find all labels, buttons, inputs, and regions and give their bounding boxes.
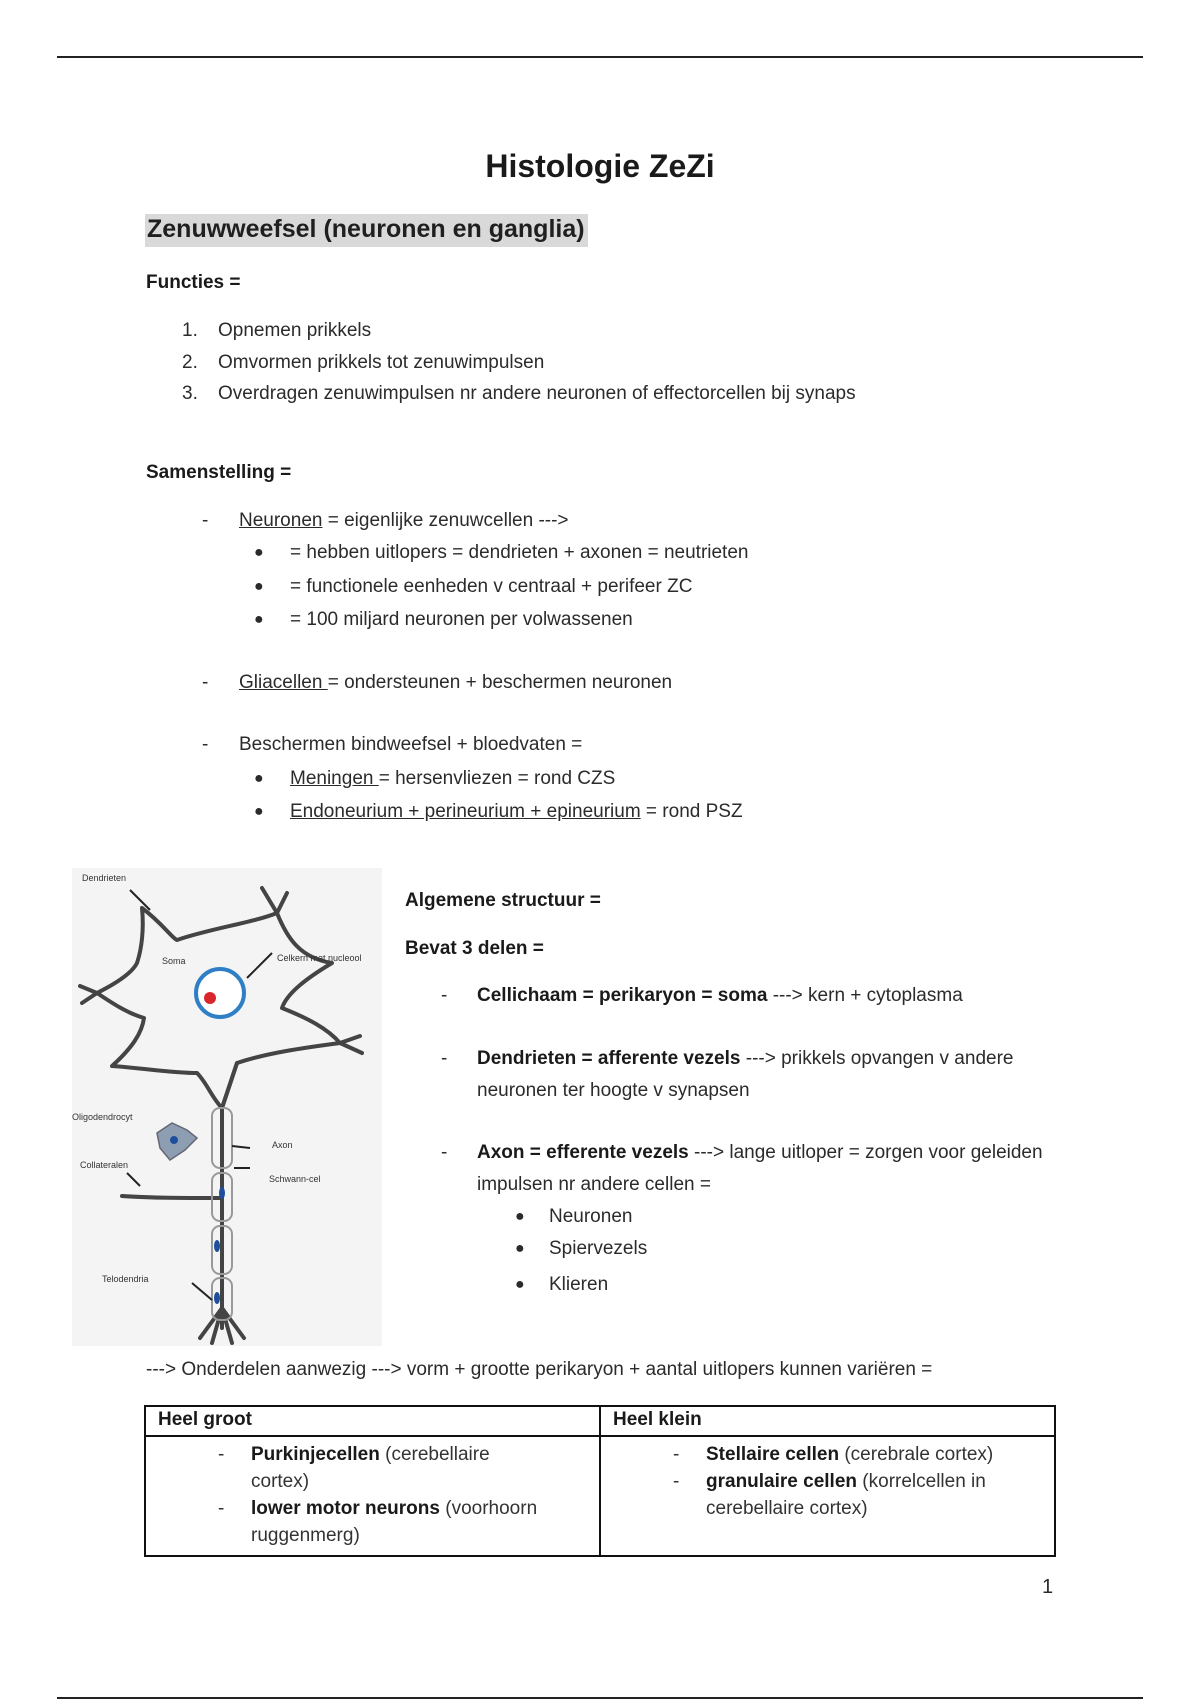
bullet-marker: ● xyxy=(515,1240,525,1257)
part-dendrieten-line2: neuronen ter hoogte v synapsen xyxy=(477,1080,750,1101)
list-text: Omvormen prikkels tot zenuwimpulsen xyxy=(218,352,545,373)
neuronen-line xyxy=(239,510,569,532)
endoneurium-rest: = rond PSZ xyxy=(640,801,743,822)
bullet-marker: ● xyxy=(254,803,264,820)
list-text: Overdragen zenuwimpulsen nr andere neuronen of effectorcellen bij synaps xyxy=(218,383,856,404)
label-dendrieten: Dendrieten xyxy=(82,873,127,883)
section-heading: Zenuwweefsel (neuronen en ganglia) xyxy=(145,214,588,247)
part-axon xyxy=(477,1142,1043,1164)
entry-rest: (cerebrale cortex) xyxy=(839,1444,994,1465)
dash-marker: - xyxy=(441,1048,448,1069)
dash-marker: - xyxy=(218,1444,225,1465)
dash-marker: - xyxy=(441,1142,448,1163)
table-cell xyxy=(145,1436,600,1556)
bullet-marker: ● xyxy=(254,578,264,595)
table-header-row xyxy=(145,1406,1055,1436)
axon-target: Klieren xyxy=(549,1274,609,1295)
variatie-text: ---> Onderdelen aanwezig ---> vorm + grootte perikaryon + aantal uitlopers kunnen variëren = xyxy=(146,1359,933,1380)
axon-target: Neuronen xyxy=(549,1206,633,1227)
label-oligodendrocyt: Oligodendrocyt xyxy=(72,1112,133,1122)
part-axon-line2: impulsen nr andere cellen = xyxy=(477,1174,711,1195)
neuron-figure xyxy=(72,868,382,1346)
label-soma: Soma xyxy=(162,956,186,966)
entry-rest: (voorhoorn xyxy=(439,1498,538,1519)
structuur-label: Algemene structuur = xyxy=(405,890,601,911)
meningen-term: Meningen xyxy=(290,768,379,789)
delen-label: Bevat 3 delen = xyxy=(405,938,544,959)
page-number: 1 xyxy=(1042,1576,1054,1598)
bottom-rule xyxy=(57,1697,1143,1699)
dash-marker: - xyxy=(673,1471,680,1492)
endoneurium-term: Endoneurium + perineurium + epineurium xyxy=(290,801,641,822)
bullet-marker: ● xyxy=(254,544,264,561)
label-axon: Axon xyxy=(272,1140,293,1150)
entry-term: granulaire cellen xyxy=(706,1471,858,1492)
entry-rest: (cerebellaire xyxy=(379,1444,490,1465)
list-item xyxy=(182,320,371,342)
neuronen-term: Neuronen xyxy=(239,510,323,531)
bullet-marker: ● xyxy=(254,611,264,628)
part-term: Cellichaam = perikaryon = soma xyxy=(477,985,768,1006)
dash-marker: - xyxy=(673,1444,680,1465)
part-dendrieten xyxy=(477,1048,1013,1070)
entry-term: Purkinjecellen xyxy=(251,1444,380,1465)
part-rest: ---> kern + cytoplasma xyxy=(767,985,963,1006)
part-rest: ---> prikkels opvangen v andere xyxy=(740,1048,1014,1069)
part-term: Axon = efferente vezels xyxy=(477,1142,689,1163)
entry-term: lower motor neurons xyxy=(251,1498,440,1519)
list-text: Opnemen prikkels xyxy=(218,320,372,341)
bullet-marker: ● xyxy=(515,1208,525,1225)
dash-marker: - xyxy=(441,985,448,1006)
bullet-marker: ● xyxy=(254,770,264,787)
neuronen-bullet: = hebben uitlopers = dendrieten + axonen = neutrieten xyxy=(290,542,749,563)
list-item xyxy=(182,383,856,405)
table-header: Heel klein xyxy=(600,1406,1055,1436)
entry-rest: (korrelcellen in xyxy=(857,1471,986,1492)
label-schwann-cel: Schwann-cel xyxy=(269,1174,321,1184)
table-row xyxy=(145,1436,1055,1556)
functies-label: Functies = xyxy=(146,272,241,293)
neuronen-rest: = eigenlijke zenuwcellen ---> xyxy=(322,510,569,531)
list-item xyxy=(182,352,544,374)
entry-line2: cerebellaire cortex) xyxy=(706,1498,868,1519)
list-number: 1. xyxy=(182,320,198,341)
neuronen-bullet: = functionele eenheden v centraal + perifeer ZC xyxy=(290,576,693,597)
table-entry xyxy=(146,1441,599,1495)
part-rest: ---> lange uitloper = zorgen voor geleiden xyxy=(688,1142,1043,1163)
table-entry xyxy=(146,1495,599,1549)
dash-marker: - xyxy=(202,510,209,531)
dash-marker: - xyxy=(218,1498,225,1519)
entry-term: Stellaire cellen xyxy=(706,1444,840,1465)
table-cell xyxy=(600,1436,1055,1556)
glia-term: Gliacellen xyxy=(239,672,328,693)
entry-line2: ruggenmerg) xyxy=(251,1525,360,1546)
dash-marker: - xyxy=(202,734,209,755)
bullet-marker: ● xyxy=(515,1276,525,1293)
glia-line xyxy=(239,672,672,694)
samenstelling-label: Samenstelling = xyxy=(146,462,292,483)
list-number: 2. xyxy=(182,352,198,373)
label-collateralen: Collateralen xyxy=(80,1160,129,1170)
dash-marker: - xyxy=(202,672,209,693)
part-term: Dendrieten = afferente vezels xyxy=(477,1048,741,1069)
table-header: Heel groot xyxy=(145,1406,600,1436)
neuronen-bullet: = 100 miljard neuronen per volwassenen xyxy=(290,609,633,630)
list-number: 3. xyxy=(182,383,198,404)
bindweefsel-bullet xyxy=(290,801,743,823)
label-telodendria: Telodendria xyxy=(102,1274,149,1284)
table-entry xyxy=(601,1468,1054,1522)
table-entry xyxy=(601,1441,1054,1468)
label-celkern: Celkern met nucleool xyxy=(277,953,362,963)
glia-rest: = ondersteunen + beschermen neuronen xyxy=(327,672,673,693)
entry-line2: cortex) xyxy=(251,1471,310,1492)
axon-target: Spiervezels xyxy=(549,1238,648,1259)
bindweefsel-line: Beschermen bindweefsel + bloedvaten = xyxy=(239,734,583,755)
meningen-rest: = hersenvliezen = rond CZS xyxy=(378,768,616,789)
top-rule xyxy=(57,56,1143,58)
bindweefsel-bullet xyxy=(290,768,615,790)
part-cellichaam xyxy=(477,985,963,1007)
cell-size-table xyxy=(144,1405,1056,1557)
page-title: Histologie ZeZi xyxy=(485,148,715,184)
